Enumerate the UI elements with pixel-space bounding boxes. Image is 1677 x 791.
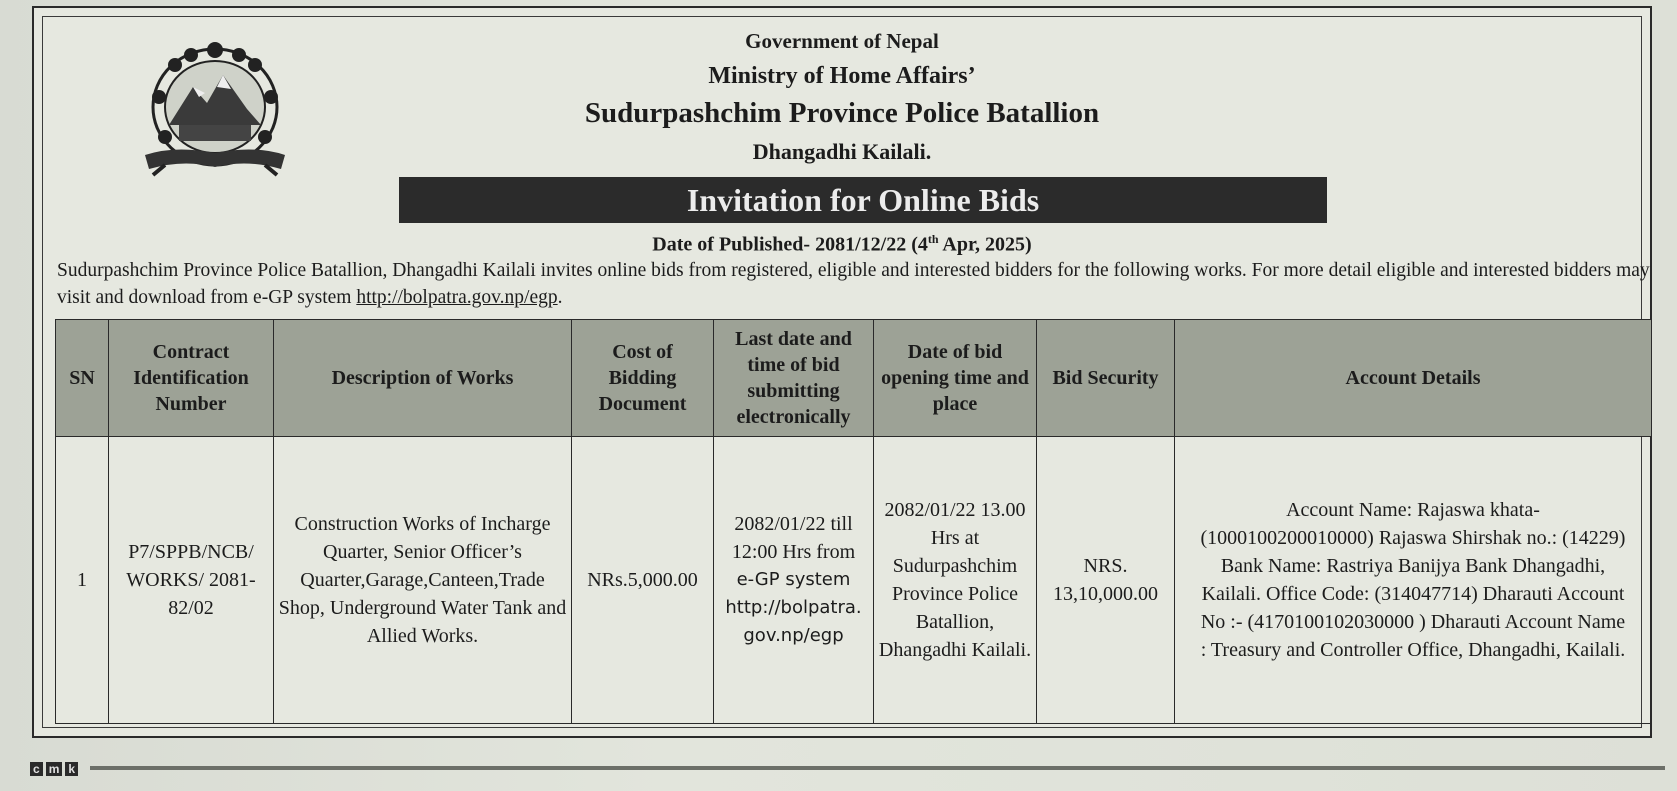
table-header-row xyxy=(56,320,1652,437)
print-mark-k: k xyxy=(65,762,78,776)
cell-cost: NRs.5,000.00 xyxy=(572,437,714,724)
bids-table xyxy=(55,319,1652,724)
bid-notice xyxy=(32,6,1652,738)
gov-title: Government of Nepal xyxy=(745,29,939,53)
header-contract-id: Contract Identification Number xyxy=(109,320,274,437)
location-title: Dhangadhi Kailali. xyxy=(752,139,932,164)
cell-last-date-line2: e-GP system http://bolpatra. gov.np/egp xyxy=(725,569,862,646)
cell-contract-id: P7/SPPB/NCB/ WORKS/ 2081-82/02 xyxy=(109,437,274,724)
intro-end: . xyxy=(557,287,563,308)
published-date-sup: th xyxy=(927,232,939,246)
header-bid-security: Bid Security xyxy=(1037,320,1175,437)
published-date-prefix: Date of Published- 2081/12/22 (4 xyxy=(652,233,928,256)
egp-link[interactable]: http://bolpatra.gov.np/egp xyxy=(356,287,558,308)
intro-paragraph xyxy=(57,257,1657,311)
header-last-date: Last date and time of bid submitting electronically xyxy=(714,320,874,437)
published-date-suffix: Apr, 2025) xyxy=(938,233,1032,256)
cell-description: Construction Works of Incharge Quarter, Senior Officer’s Quarter,Garage,Canteen,Trade Shop, Underground Water Tank and Allied Works. xyxy=(274,437,572,724)
print-marks xyxy=(30,762,78,776)
ministry-title: Ministry of Home Affairs’ xyxy=(708,63,976,89)
cell-last-date-line1: 2082/01/22 till 12:00 Hrs from xyxy=(731,513,856,563)
notice-banner: Invitation for Online Bids xyxy=(399,177,1327,223)
cell-last-date xyxy=(714,437,874,724)
header-cost: Cost of Bidding Document xyxy=(572,320,714,437)
print-mark-c: c xyxy=(30,762,43,776)
cell-bid-security: NRS. 13,10,000.00 xyxy=(1037,437,1175,724)
batallion-title: Sudurpashchim Province Police Batallion xyxy=(584,97,1100,129)
cell-sn: 1 xyxy=(56,437,109,724)
notice-frame xyxy=(42,16,1650,728)
header-description: Description of Works xyxy=(274,320,572,437)
header-opening-date: Date of bid opening time and place xyxy=(874,320,1037,437)
header-sn: SN xyxy=(56,320,109,437)
notice-header xyxy=(43,17,1641,256)
page-rule xyxy=(90,766,1665,770)
published-date xyxy=(43,232,1641,257)
intro-text: Sudurpashchim Province Police Batallion, Dhangadhi Kailali invites online bids from registered, eligible and interested bidders for the following works. For more detail eligible and interested bidders may visit and download from e-GP system xyxy=(57,260,1650,308)
table-row xyxy=(56,437,1652,724)
cell-opening-date: 2082/01/22 13.00 Hrs at Sudurpashchim Province Police Batallion, Dhangadhi Kailali. xyxy=(874,437,1037,724)
header-account-details: Account Details xyxy=(1175,320,1652,437)
print-mark-m: m xyxy=(46,762,63,776)
cell-account-details: Account Name: Rajaswa khata- (1000100200010000) Rajaswa Shirshak no.: (14229) Bank Name: Rastriya Banijya Bank Dhangadhi, Kailali. Office Code: (314047714) Dharauti Account No :- (4170100102030000 ) Dharauti Account Name : Treasury and Controller Office, Dhangadhi, Kailali. xyxy=(1175,437,1652,724)
